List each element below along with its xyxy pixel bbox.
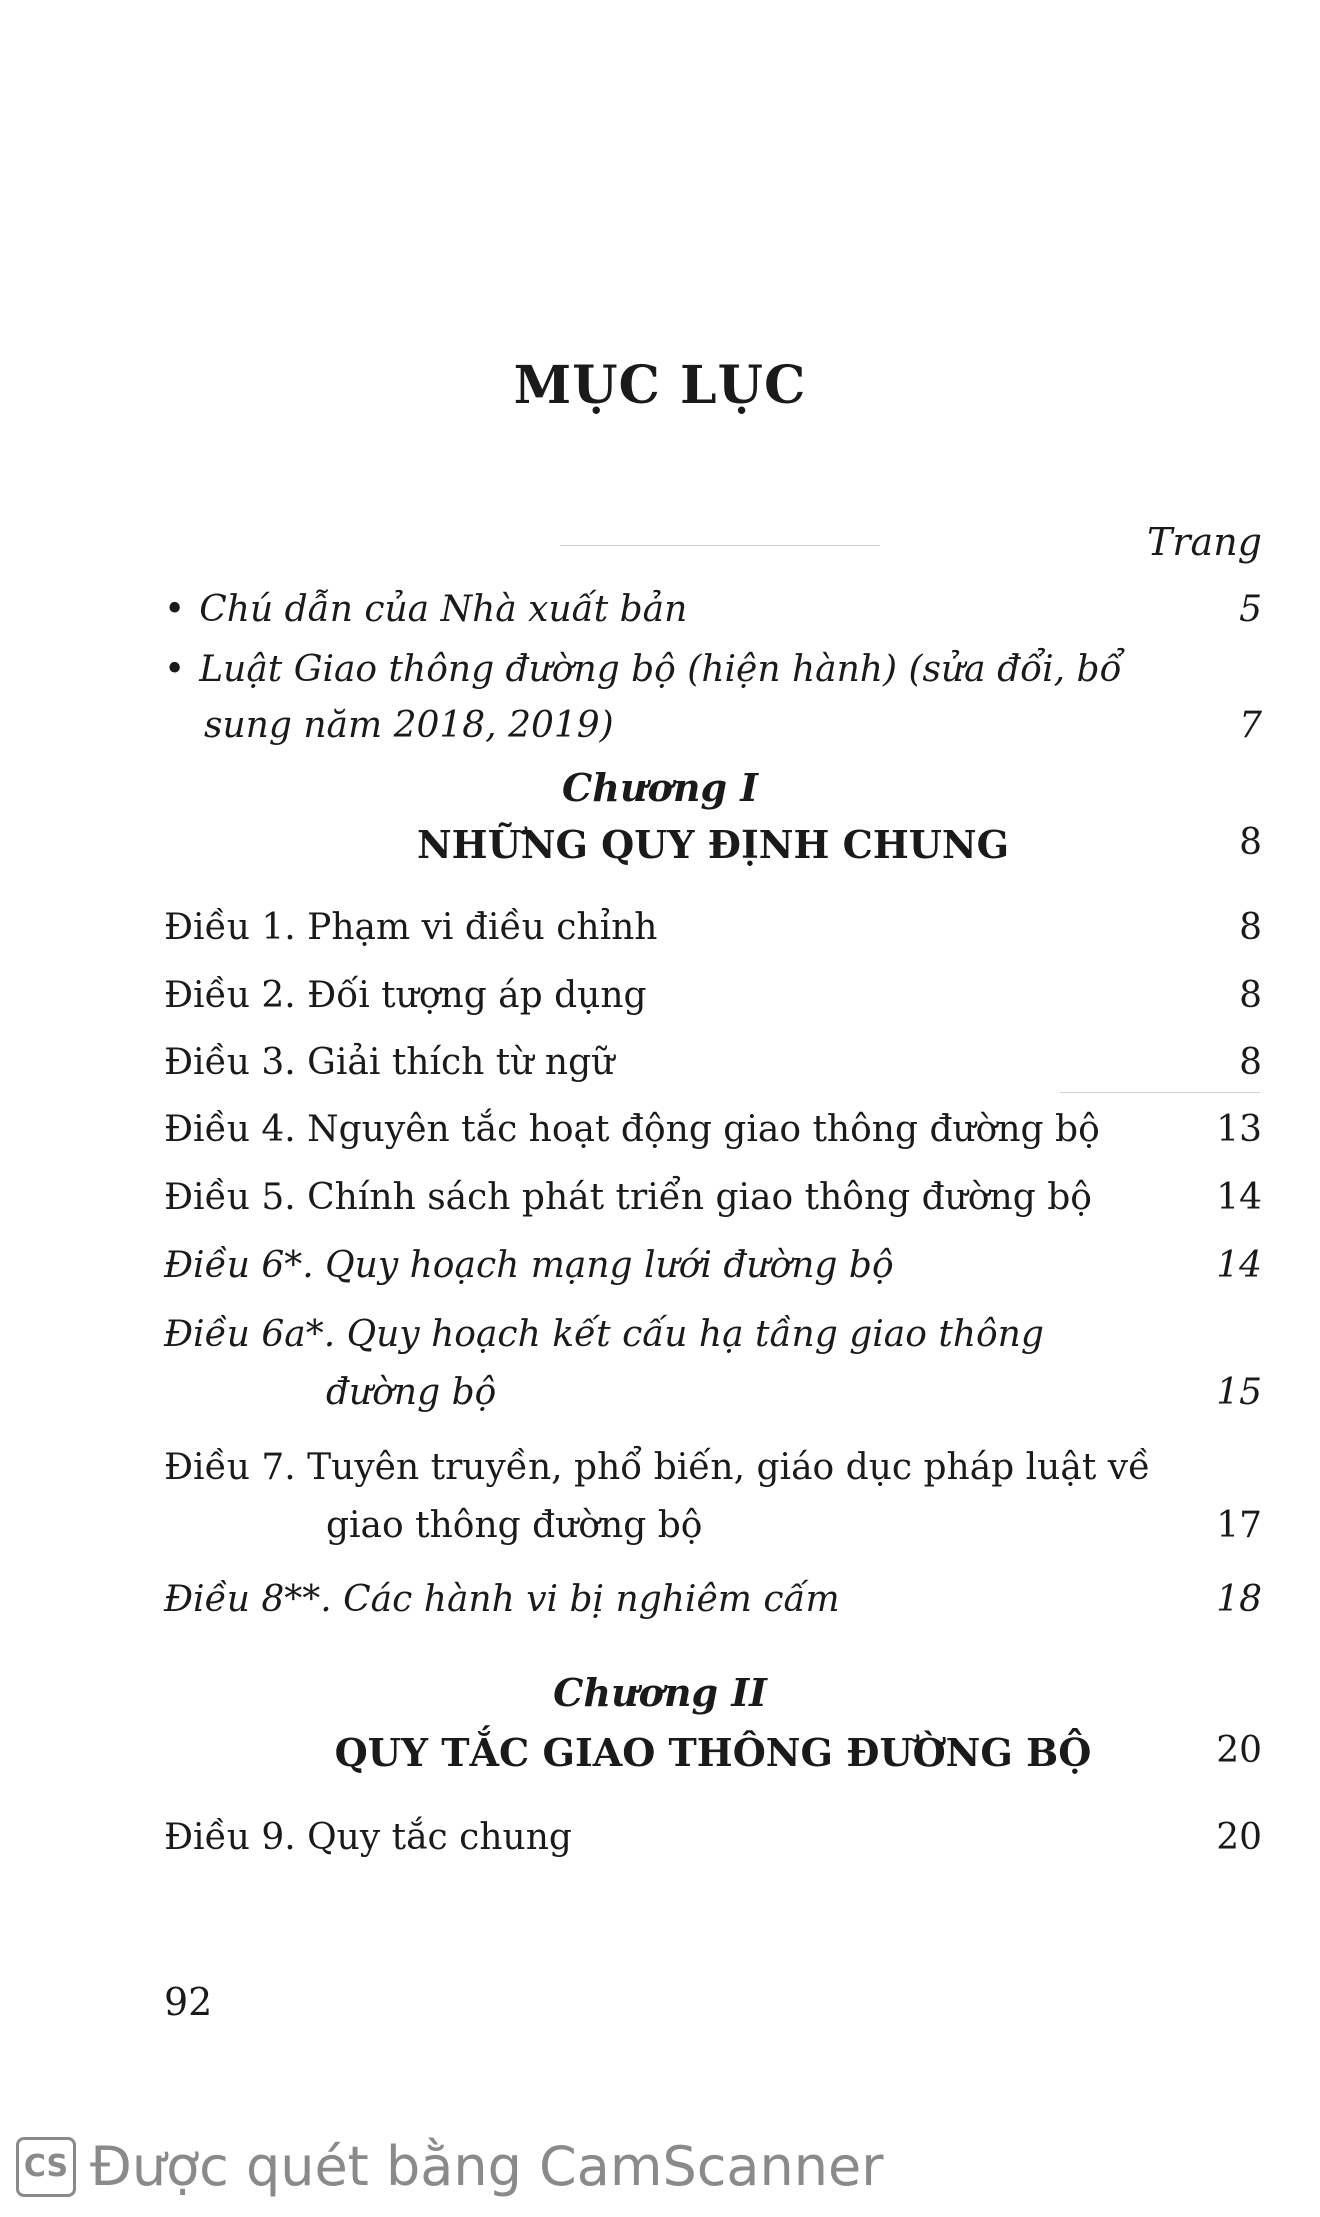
toc-entry[interactable] bbox=[164, 1817, 1262, 1858]
toc-entry-publisher-note[interactable] bbox=[164, 589, 1262, 630]
chapter-title: QUY TẮC GIAO THÔNG ĐƯỜNG BỘ bbox=[334, 1730, 1092, 1775]
toc-entry-text: Điều 2. Đối tượng áp dụng bbox=[164, 975, 647, 1016]
camscanner-watermark bbox=[16, 2135, 883, 2198]
faint-rule bbox=[1060, 1092, 1260, 1093]
chapter-title-row[interactable] bbox=[164, 822, 1262, 867]
toc-entry-text: • Luật Giao thông đường bộ (hiện hành) (sửa đổi, bổ bbox=[164, 652, 1262, 688]
toc-entry[interactable] bbox=[164, 975, 1262, 1016]
toc-entry-text: Điều 1. Phạm vi điều chỉnh bbox=[164, 907, 658, 948]
watermark-text: Được quét bằng CamScanner bbox=[90, 2135, 884, 2198]
toc-entry-text: Điều 7. Tuyên truyền, phổ biến, giáo dục pháp luật về bbox=[164, 1447, 1151, 1488]
toc-entry-page: 18 bbox=[1216, 1579, 1262, 1620]
toc-entry-text-cont: giao thông đường bộ bbox=[326, 1505, 703, 1546]
toc-entry-text: Điều 9. Quy tắc chung bbox=[164, 1817, 572, 1858]
chapter-title-row[interactable] bbox=[164, 1730, 1262, 1775]
toc-entry-page: 17 bbox=[1216, 1505, 1262, 1546]
toc-entry-page: 7 bbox=[1239, 705, 1262, 746]
camscanner-logo-icon: CS bbox=[16, 2137, 76, 2197]
toc-entry-text: Điều 4. Nguyên tắc hoạt động giao thông đường bộ bbox=[164, 1109, 1100, 1150]
toc-entry-page: 8 bbox=[1239, 1042, 1262, 1083]
chapter-label: Chương I bbox=[561, 765, 759, 810]
toc-entry[interactable] bbox=[164, 1447, 1262, 1546]
page-column-header: Trang bbox=[1147, 520, 1262, 564]
toc-entry-text: • Chú dẫn của Nhà xuất bản bbox=[164, 592, 1262, 628]
toc-entry-page: 15 bbox=[1216, 1372, 1262, 1413]
toc-entry-page: 8 bbox=[1239, 907, 1262, 948]
page-title: MỤC LỤC bbox=[513, 355, 807, 416]
toc-entry[interactable] bbox=[164, 907, 1262, 948]
toc-entry-text: Điều 5. Chính sách phát triển giao thông đường bộ bbox=[164, 1177, 1092, 1218]
toc-entry-text: Điều 8**. Các hành vi bị nghiêm cấm bbox=[164, 1579, 840, 1620]
toc-entry-page: 8 bbox=[1239, 975, 1262, 1016]
toc-entry-text-cont: sung năm 2018, 2019) bbox=[204, 705, 614, 746]
chapter-label: Chương II bbox=[553, 1670, 767, 1715]
toc-entry-text: Điều 6a*. Quy hoạch kết cấu hạ tầng giao thông bbox=[164, 1314, 1044, 1355]
toc-entry-text: Điều 6*. Quy hoạch mạng lưới đường bộ bbox=[164, 1245, 894, 1286]
toc-entry-page: 14 bbox=[1216, 1245, 1262, 1286]
toc-entry-road-traffic-law[interactable] bbox=[164, 649, 1262, 746]
toc-entry[interactable] bbox=[164, 1109, 1262, 1150]
chapter-title: NHỮNG QUY ĐỊNH CHUNG bbox=[416, 822, 1010, 867]
toc-entry[interactable] bbox=[164, 1042, 1262, 1083]
toc-entry-page: 14 bbox=[1216, 1177, 1262, 1218]
toc-entry[interactable] bbox=[164, 1579, 1262, 1620]
toc-entry-page: 8 bbox=[1239, 822, 1262, 863]
toc-entry-text: Điều 3. Giải thích từ ngữ bbox=[164, 1042, 615, 1083]
toc-entry-page: 13 bbox=[1216, 1109, 1262, 1150]
toc-entry-text-cont: đường bộ bbox=[326, 1372, 497, 1413]
toc-entry[interactable] bbox=[164, 1245, 1262, 1286]
toc-entry-page: 20 bbox=[1216, 1730, 1262, 1771]
toc-entry-page: 20 bbox=[1216, 1817, 1262, 1858]
toc-entry[interactable] bbox=[164, 1314, 1262, 1413]
toc-entry-page: 5 bbox=[1239, 589, 1262, 630]
faint-rule bbox=[560, 545, 880, 546]
toc-entry[interactable] bbox=[164, 1177, 1262, 1218]
page-number: 92 bbox=[164, 1980, 213, 2024]
